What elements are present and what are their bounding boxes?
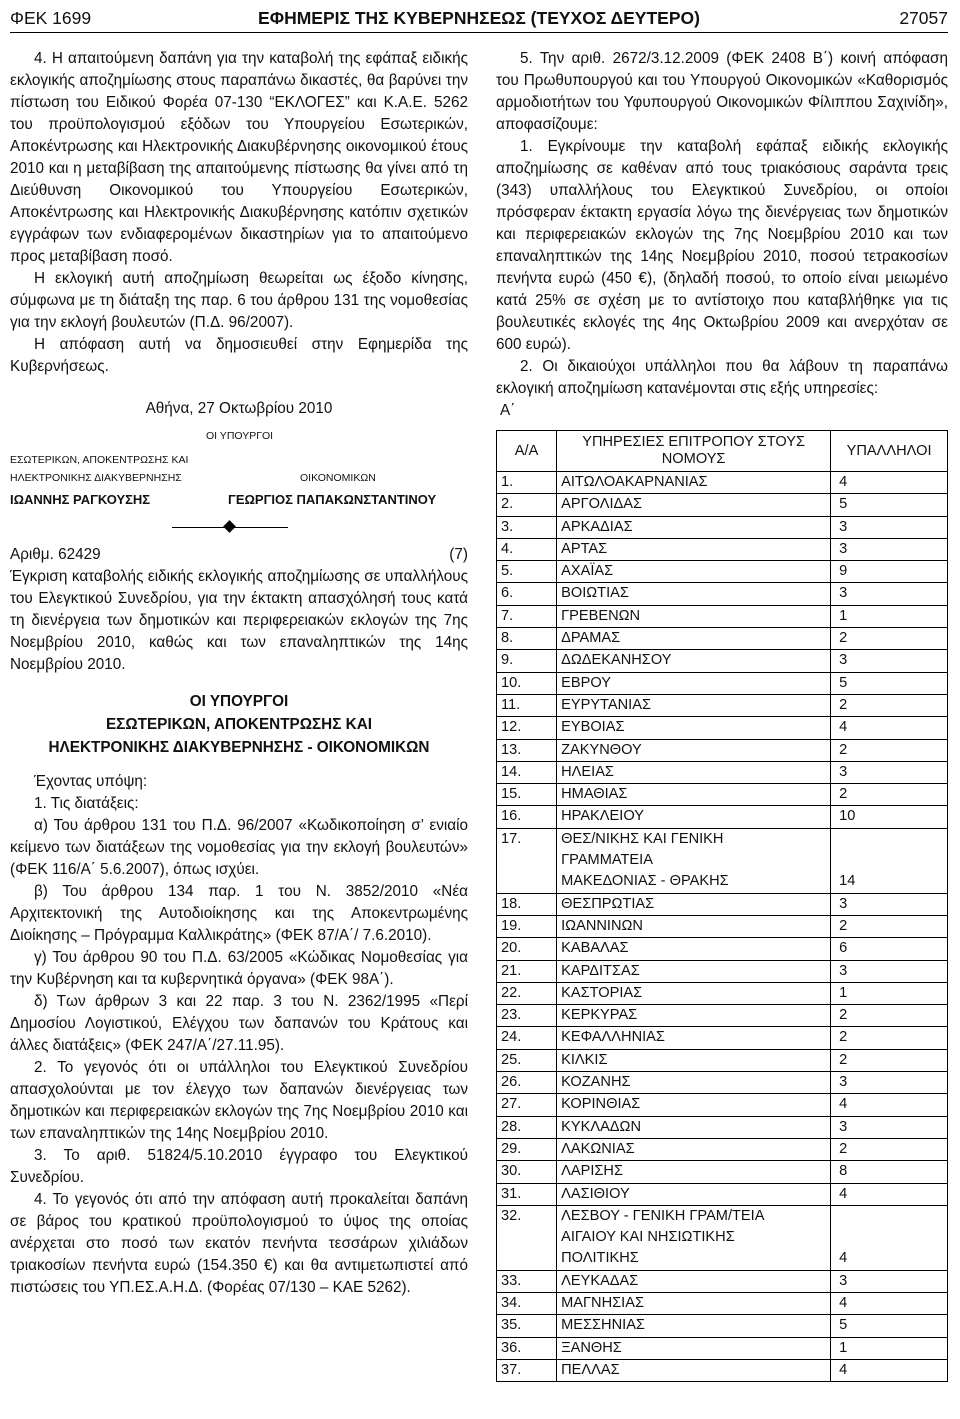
row-number: 2. bbox=[497, 494, 557, 516]
row-service-line: ΕΒΡΟΥ bbox=[561, 674, 611, 691]
row-service-line: ΘΕΣ/ΝΙΚΗΣ ΚΑΙ ΓΕΝΙΚΗ bbox=[561, 830, 724, 847]
row-number: 14. bbox=[497, 761, 557, 783]
row-service-line: ΑΧΑΪΑΣ bbox=[561, 563, 614, 580]
row-service bbox=[557, 516, 831, 538]
heading-line2: ΕΣΩΤΕΡΙΚΩΝ, ΑΠΟΚΕΝΤΡΩΣΗΣ ΚΑΙ bbox=[105, 716, 373, 733]
table-row bbox=[497, 761, 948, 783]
row-number: 32. bbox=[497, 1205, 557, 1270]
row-employees: 4 bbox=[831, 472, 948, 494]
left-column bbox=[10, 48, 468, 1299]
right-column bbox=[496, 48, 948, 1382]
table-body bbox=[497, 472, 948, 1382]
row-service-line: ΒΟΙΩΤΙΑΣ bbox=[561, 585, 629, 602]
paragraph-4: 4. Η απαιτούμενη δαπάνη για την καταβολή της εφάπαξ ειδικής εκλογικής αποζημίωσης στους παραπάνω δικαστές, θα βαρύνει την πίστωση του Ειδικού Φορέα 07-130 “ΕΚΛΟΓΕΣ” και Κ.Α.Ε. 5262 του προϋπολογισμού εξόδων του Υπουργείου Εσωτερικών, Αποκέντρωσης και Ηλεκτρονικής Διακυβέρνησης οικονομικού έτους 2010 και η μεταβίβαση της απαιτούμενης πίστωσης θα γίνει από τη Διεύθυνση Οικονομικού του Υπουργείου Εσωτερικών, Αποκέντρωσης και Ηλεκτρονικής Διακυβέρνησης κατόπιν σχετικών εγγράφων των ενδιαφερομένων δικαστηρίων για το απαιτούμενο προς μεταβίβαση ποσό. bbox=[10, 50, 468, 265]
decision-number-row bbox=[10, 544, 468, 566]
row-service-line: ΖΑΚΥΝΘΟΥ bbox=[561, 741, 642, 758]
col-services-header-line1: ΥΠΗΡΕΣΙΕΣ ΕΠΙΤΡΟΠΟΥ ΣΤΟΥΣ bbox=[582, 434, 805, 450]
table-row bbox=[497, 605, 948, 627]
row-service-line: ΚΑΒΑΛΑΣ bbox=[561, 940, 629, 957]
row-number: 24. bbox=[497, 1027, 557, 1049]
row-employees: 2 bbox=[831, 784, 948, 806]
row-service bbox=[557, 605, 831, 627]
row-employees: 4 bbox=[831, 717, 948, 739]
row-employees: 9 bbox=[831, 561, 948, 583]
row-service-line: ΚΕΡΚΥΡΑΣ bbox=[561, 1007, 638, 1024]
page-number: 27057 bbox=[899, 8, 948, 28]
row-number: 8. bbox=[497, 628, 557, 650]
row-number: 15. bbox=[497, 784, 557, 806]
row-number: 34. bbox=[497, 1292, 557, 1314]
row-service bbox=[557, 893, 831, 915]
row-service bbox=[557, 472, 831, 494]
row-number: 11. bbox=[497, 694, 557, 716]
table-row bbox=[497, 1027, 948, 1049]
table-row bbox=[497, 960, 948, 982]
row-number: 18. bbox=[497, 893, 557, 915]
decision-sequence: (7) bbox=[449, 546, 468, 563]
row-service-line: ΑΙΤΩΛΟΑΚΑΡΝΑΝΙΑΣ bbox=[561, 474, 708, 490]
row-number: 3. bbox=[497, 516, 557, 538]
table-row bbox=[497, 650, 948, 672]
table-row bbox=[497, 1161, 948, 1183]
row-employees: 1 bbox=[831, 982, 948, 1004]
row-service-line: ΑΡΚΑΔΙΑΣ bbox=[561, 518, 633, 535]
row-service-line: ΚΥΚΛΑΔΩΝ bbox=[561, 1118, 642, 1135]
row-employees: 6 bbox=[831, 938, 948, 960]
table-header-row bbox=[497, 431, 948, 472]
table-row bbox=[497, 893, 948, 915]
row-employees: 3 bbox=[831, 1072, 948, 1094]
row-service-line: ΑΙΓΑΙΟΥ ΚΑΙ ΝΗΣΙΩΤΙΚΗΣ bbox=[561, 1229, 735, 1246]
row-service bbox=[557, 1315, 831, 1337]
table-row bbox=[497, 1337, 948, 1359]
minister1-title-line2: ΗΛΕΚΤΡΟΝΙΚΗΣ ΔΙΑΚΥΒΕΡΝΗΣΗΣ bbox=[10, 472, 182, 484]
row-service bbox=[557, 494, 831, 516]
row-service bbox=[557, 650, 831, 672]
row-service bbox=[557, 1337, 831, 1359]
row-number: 25. bbox=[497, 1049, 557, 1071]
row-service bbox=[557, 538, 831, 560]
services-table bbox=[496, 430, 948, 1382]
row-service-line: ΚΑΣΤΟΡΙΑΣ bbox=[561, 984, 643, 1001]
having-in-mind: Έχοντας υπόψη: bbox=[34, 773, 148, 790]
header-rule bbox=[10, 32, 948, 33]
row-employees: 8 bbox=[831, 1161, 948, 1183]
table-row bbox=[497, 672, 948, 694]
row-number: 12. bbox=[497, 717, 557, 739]
table-row bbox=[497, 828, 948, 893]
row-service bbox=[557, 672, 831, 694]
row-service-line: ΚΕΦΑΛΛΗΝΙΑΣ bbox=[561, 1029, 665, 1046]
minister2-name: ΓΕΩΡΓΙΟΣ ΠΑΠΑΚΩΝΣΤΑΝΤΙΝΟΥ bbox=[228, 492, 437, 507]
row-service bbox=[557, 628, 831, 650]
row-service bbox=[557, 583, 831, 605]
row-service bbox=[557, 1359, 831, 1381]
row-number: 6. bbox=[497, 583, 557, 605]
row-number: 17. bbox=[497, 828, 557, 893]
section-label: Α΄ bbox=[500, 402, 516, 419]
row-service-line: ΛΕΥΚΑΔΑΣ bbox=[561, 1272, 639, 1289]
table-row bbox=[497, 1292, 948, 1314]
row-employees: 3 bbox=[831, 583, 948, 605]
table-row bbox=[497, 739, 948, 761]
row-service-line: ΓΡΕΒΕΝΩΝ bbox=[561, 607, 641, 624]
row-number: 28. bbox=[497, 1116, 557, 1138]
heading-line3: ΗΛΕΚΤΡΟΝΙΚΗΣ ΔΙΑΚΥΒΕΡΝΗΣΗΣ - ΟΙΚΟΝΟΜΙΚΩΝ bbox=[48, 739, 430, 756]
row-service-line: ΗΛΕΙΑΣ bbox=[561, 763, 614, 780]
table-row bbox=[497, 1183, 948, 1205]
row-service-line: ΠΕΛΛΑΣ bbox=[561, 1361, 620, 1378]
row-number: 5. bbox=[497, 561, 557, 583]
row-number: 9. bbox=[497, 650, 557, 672]
row-employees: 2 bbox=[831, 739, 948, 761]
row-employees: 5 bbox=[831, 1315, 948, 1337]
row-employees: 3 bbox=[831, 516, 948, 538]
row-employees: 2 bbox=[831, 1005, 948, 1027]
row-service-line: ΙΩΑΝΝΙΝΩΝ bbox=[561, 917, 643, 934]
row-employees: 2 bbox=[831, 1049, 948, 1071]
row-number: 19. bbox=[497, 915, 557, 937]
issue-number: ΦΕΚ 1699 bbox=[10, 8, 92, 28]
table-row bbox=[497, 494, 948, 516]
row-employees: 2 bbox=[831, 694, 948, 716]
row-service-line: ΑΡΤΑΣ bbox=[561, 540, 608, 557]
item-1d: δ) Των άρθρων 3 και 22 παρ. 3 του Ν. 2362/1995 «Περί Δημοσίου Λογιστικού, Ελέγχου των δαπανών του Κράτους και άλλες διατάξεις» (ΦΕΚ 247/Α΄/27.11.95). bbox=[10, 993, 468, 1054]
minister1-name: ΙΩΑΝΝΗΣ ΡΑΓΚΟΥΣΗΣ bbox=[10, 492, 151, 507]
row-service bbox=[557, 1205, 831, 1270]
row-service-line: ΚΑΡΔΙΤΣΑΣ bbox=[561, 962, 640, 979]
row-employees: 4 bbox=[831, 1205, 948, 1270]
row-employees: 3 bbox=[831, 538, 948, 560]
item-5: 5. Την αριθ. 2672/3.12.2009 (ΦΕΚ 2408 Β΄) κοινή απόφαση του Πρωθυπουργού και του Υπουργού Οικονομικών «Καθορισμός αρμοδιοτήτων του Υφυπουργού Οικονομικών Φίλιππου Σαχινίδη», αποφασίζουμε: bbox=[496, 50, 948, 133]
heading-line1: ΟΙ ΥΠΟΥΡΓΟΙ bbox=[189, 693, 289, 710]
row-service bbox=[557, 828, 831, 893]
item-3: 3. Το αριθ. 51824/5.10.2010 έγγραφο του Ελεγκτικού Συνεδρίου. bbox=[10, 1147, 468, 1186]
row-service bbox=[557, 739, 831, 761]
row-number: 26. bbox=[497, 1072, 557, 1094]
row-service bbox=[557, 784, 831, 806]
row-service bbox=[557, 915, 831, 937]
row-employees: 4 bbox=[831, 1094, 948, 1116]
row-employees: 3 bbox=[831, 960, 948, 982]
table-row bbox=[497, 516, 948, 538]
row-service bbox=[557, 561, 831, 583]
row-employees: 4 bbox=[831, 1359, 948, 1381]
row-employees: 2 bbox=[831, 1027, 948, 1049]
table-row bbox=[497, 694, 948, 716]
table-row bbox=[497, 717, 948, 739]
item-4: 4. Το γεγονός ότι από την απόφαση αυτή προκαλείται δαπάνη σε βάρος του κρατικού προϋπολογισμού το ύψος της οποίας ανέρχεται στο ποσό των εκατόν πενήντα τεσσάρων χιλιάδων τριακοσίων πενήντα ευρώ (154.350 €) και θα αντιμετωπιστεί από πιστώσεις του ΥΠ.ΕΣ.Α.Η.Δ. (Φορέας 07/130 – ΚΑΕ 5262). bbox=[10, 1191, 468, 1296]
row-service bbox=[557, 1292, 831, 1314]
row-service-line: ΘΕΣΠΡΩΤΙΑΣ bbox=[561, 895, 655, 912]
table-row bbox=[497, 1005, 948, 1027]
row-service bbox=[557, 1027, 831, 1049]
row-service-line: ΛΑΣΙΘΙΟΥ bbox=[561, 1185, 630, 1202]
row-service-line: ΕΥΡΥΤΑΝΙΑΣ bbox=[561, 696, 651, 713]
row-number: 36. bbox=[497, 1337, 557, 1359]
ministers-signatures bbox=[10, 422, 468, 514]
row-number: 4. bbox=[497, 538, 557, 560]
row-service-line: ΜΑΓΝΗΣΙΑΣ bbox=[561, 1294, 644, 1311]
row-number: 13. bbox=[497, 739, 557, 761]
signing-date: Αθήνα, 27 Οκτωβρίου 2010 bbox=[145, 400, 333, 417]
row-service bbox=[557, 1072, 831, 1094]
row-number: 23. bbox=[497, 1005, 557, 1027]
row-employees: 3 bbox=[831, 1270, 948, 1292]
row-service-line: ΔΡΑΜΑΣ bbox=[561, 630, 621, 647]
row-service-line: ΠΟΛΙΤΙΚΗΣ bbox=[561, 1250, 639, 1267]
minister1-title-line1: ΕΣΩΤΕΡΙΚΩΝ, ΑΠΟΚΕΝΤΡΩΣΗΣ ΚΑΙ bbox=[10, 454, 189, 466]
row-service bbox=[557, 982, 831, 1004]
row-number: 37. bbox=[497, 1359, 557, 1381]
minister2-title: ΟΙΚΟΝΟΜΙΚΩΝ bbox=[300, 472, 376, 484]
row-service-line: ΞΑΝΘΗΣ bbox=[561, 1339, 622, 1356]
row-service-line: ΛΑΡΙΣΗΣ bbox=[561, 1163, 623, 1180]
row-number: 31. bbox=[497, 1183, 557, 1205]
row-service bbox=[557, 1005, 831, 1027]
row-service bbox=[557, 806, 831, 828]
item-1a: α) Του άρθρου 131 του Π.Δ. 96/2007 «Κωδικοποίηση σ’ ενιαίο κείμενο των διατάξεων της νομοθεσίας για την εκλογή βουλευτών» (ΦΕΚ 116/Α΄ 5.6.2007), όπως ισχύει. bbox=[10, 817, 468, 878]
divider-diamond-icon bbox=[223, 520, 236, 533]
decision-1: 1. Εγκρίνουμε την καταβολή εφάπαξ ειδικής εκλογικής αποζημίωσης σε καθέναν από τους τριακόσιους σαράντα τρεις (343) υπαλλήλους του Ελεγκτικού Συνεδρίου, οι οποίοι πρόσφεραν έκτακτη εργασία λόγω της διενέργειας των δημοτικών και περιφερειακών εκλογών της 7ης Νοεμβρίου 2010 και των επαναληπτικών της 14ης Νοεμβρίου 2010, ποσού τετρακοσίων πενήντα ευρώ (450 €), (δηλαδή ποσού, το οποίο είναι μειωμένο κατά 25% σε σχέση με το αντίστοιχο που καταβλήθηκε για τις βουλευτικές εκλογές της 4ης Οκτωβρίου 2009 και ανερχόταν σε 600 ευρώ). bbox=[496, 138, 948, 353]
row-service-line: ΑΡΓΟΛΙΔΑΣ bbox=[561, 496, 643, 513]
row-service-line: ΜΑΚΕΔΟΝΙΑΣ - ΘΡΑΚΗΣ bbox=[561, 873, 729, 890]
row-employees: 1 bbox=[831, 605, 948, 627]
row-service-line: ΚΙΛΚΙΣ bbox=[561, 1051, 608, 1068]
table-row bbox=[497, 472, 948, 494]
col-services-header-line2: ΝΟΜΟΥΣ bbox=[661, 451, 726, 467]
row-employees: 2 bbox=[831, 628, 948, 650]
row-service-line: ΛΑΚΩΝΙΑΣ bbox=[561, 1140, 635, 1157]
paragraph-publish: Η απόφαση αυτή να δημοσιευθεί στην Εφημερίδα της Κυβερνήσεως. bbox=[10, 336, 468, 375]
row-number: 21. bbox=[497, 960, 557, 982]
table-row bbox=[497, 1138, 948, 1160]
row-employees: 3 bbox=[831, 761, 948, 783]
row-number: 29. bbox=[497, 1138, 557, 1160]
row-service bbox=[557, 694, 831, 716]
row-service-line: ΚΟΡΙΝΘΙΑΣ bbox=[561, 1096, 641, 1113]
row-service bbox=[557, 960, 831, 982]
table-row bbox=[497, 1072, 948, 1094]
table-row bbox=[497, 1116, 948, 1138]
row-service-line: ΗΡΑΚΛΕΙΟΥ bbox=[561, 808, 644, 825]
row-service-line: ΔΩΔΕΚΑΝΗΣΟΥ bbox=[561, 652, 672, 669]
row-service-line: ΛΕΣΒΟΥ - ΓΕΝΙΚΗ ΓΡΑΜ/ΤΕΙΑ bbox=[561, 1207, 765, 1224]
row-service bbox=[557, 1183, 831, 1205]
decision-number: Αριθμ. 62429 bbox=[10, 546, 101, 563]
row-employees: 3 bbox=[831, 893, 948, 915]
col-services-header bbox=[557, 431, 831, 472]
row-number: 16. bbox=[497, 806, 557, 828]
table-row bbox=[497, 583, 948, 605]
row-employees: 2 bbox=[831, 1138, 948, 1160]
table-row bbox=[497, 1094, 948, 1116]
table-row bbox=[497, 806, 948, 828]
item-1c: γ) Του άρθρου 90 του Π.Δ. 63/2005 «Κώδικας Νομοθεσίας για την Κυβέρνηση και τα κυβερνητικά όργανα» (ΦΕΚ 98Α΄). bbox=[10, 949, 468, 988]
row-employees: 4 bbox=[831, 1292, 948, 1314]
row-employees: 5 bbox=[831, 672, 948, 694]
row-number: 20. bbox=[497, 938, 557, 960]
row-service bbox=[557, 1270, 831, 1292]
row-service bbox=[557, 1161, 831, 1183]
row-employees: 3 bbox=[831, 650, 948, 672]
col-aa-header: Α/Α bbox=[497, 431, 557, 472]
row-number: 33. bbox=[497, 1270, 557, 1292]
table-row bbox=[497, 1049, 948, 1071]
row-number: 1. bbox=[497, 472, 557, 494]
gazette-title: ΕΦΗΜΕΡΙΣ ΤΗΣ ΚΥΒΕΡΝΗΣΕΩΣ (ΤΕΥΧΟΣ ΔΕΥΤΕΡΟ) bbox=[258, 8, 700, 28]
decision-title: Έγκριση καταβολής ειδικής εκλογικής αποζημίωσης σε υπαλλήλους του Ελεγκτικού Συνεδρίου, για την έκτακτη απασχόλησή τους κατά τη διενέργεια των δημοτικών και περιφερειακών εκλογών της 7ης Νοεμβρίου 2010, καθώς και των επαναληπτικών της 14ης Νοεμβρίου 2010. bbox=[10, 568, 468, 673]
row-service-line: ΜΕΣΣΗΝΙΑΣ bbox=[561, 1317, 645, 1334]
row-employees: 4 bbox=[831, 1183, 948, 1205]
row-service-line: ΓΡΑΜΜΑΤΕΙΑ bbox=[561, 852, 653, 869]
table-row bbox=[497, 538, 948, 560]
table-row bbox=[497, 1315, 948, 1337]
row-service bbox=[557, 938, 831, 960]
table-row bbox=[497, 915, 948, 937]
row-service-line: ΗΜΑΘΙΑΣ bbox=[561, 786, 628, 803]
table-row bbox=[497, 561, 948, 583]
row-service-line: ΚΟΖΑΝΗΣ bbox=[561, 1074, 631, 1091]
section-divider bbox=[10, 518, 468, 538]
row-service bbox=[557, 1116, 831, 1138]
row-service-line: ΕΥΒΟΙΑΣ bbox=[561, 719, 625, 736]
table-row bbox=[497, 982, 948, 1004]
paragraph-travel-expense: Η εκλογική αυτή αποζημίωση θεωρείται ως έξοδο κίνησης, σύμφωνα με τη διάταξη της παρ. 6 του άρθρου 131 της νομοθεσίας για την εκλογή βουλευτών (Π.Δ. 96/2007). bbox=[10, 270, 468, 331]
row-employees: 14 bbox=[831, 828, 948, 893]
row-service bbox=[557, 1138, 831, 1160]
table-row bbox=[497, 628, 948, 650]
row-employees: 10 bbox=[831, 806, 948, 828]
item-1: 1. Τις διατάξεις: bbox=[34, 795, 139, 812]
item-2: 2. Το γεγονός ότι οι υπάλληλοι του Ελεγκτικού Συνεδρίου απασχολούνται με τον έλεγχο των δαπανών διενέργειας των δημοτικών και περιφερειακών εκλογών της 7ης Νοεμβρίου 2010 και των επαναληπτικών της 14ης Νοεμβρίου 2010. bbox=[10, 1059, 468, 1142]
ministers-heading bbox=[10, 690, 468, 759]
table-row bbox=[497, 1205, 948, 1270]
decision-2: 2. Οι δικαιούχοι υπάλληλοι που θα λάβουν τη παραπάνω εκλογική αποζημίωση κατανέμονται στις εξής υπηρεσίες: bbox=[496, 358, 948, 397]
row-employees: 5 bbox=[831, 494, 948, 516]
row-number: 10. bbox=[497, 672, 557, 694]
row-service bbox=[557, 1049, 831, 1071]
table-row bbox=[497, 1270, 948, 1292]
ministers-label: ΟΙ ΥΠΟΥΡΓΟΙ bbox=[206, 430, 274, 442]
table-row bbox=[497, 1359, 948, 1381]
item-1b: β) Του άρθρου 134 παρ. 1 του Ν. 3852/2010 «Νέα Αρχιτεκτονική της Αυτοδιοίκησης και της Αποκεντρωμένης Διοίκησης – Πρόγραμμα Καλλικράτης» (ΦΕΚ 87/Α΄/ 7.6.2010). bbox=[10, 883, 468, 944]
row-service bbox=[557, 1094, 831, 1116]
page-header bbox=[10, 6, 948, 30]
row-service bbox=[557, 761, 831, 783]
row-number: 30. bbox=[497, 1161, 557, 1183]
table-row bbox=[497, 938, 948, 960]
row-service bbox=[557, 717, 831, 739]
row-number: 22. bbox=[497, 982, 557, 1004]
row-number: 27. bbox=[497, 1094, 557, 1116]
row-number: 35. bbox=[497, 1315, 557, 1337]
row-number: 7. bbox=[497, 605, 557, 627]
table-row bbox=[497, 784, 948, 806]
row-employees: 1 bbox=[831, 1337, 948, 1359]
col-employees-header: ΥΠΑΛΛΗΛΟΙ bbox=[831, 431, 948, 472]
row-employees: 3 bbox=[831, 1116, 948, 1138]
row-employees: 2 bbox=[831, 915, 948, 937]
